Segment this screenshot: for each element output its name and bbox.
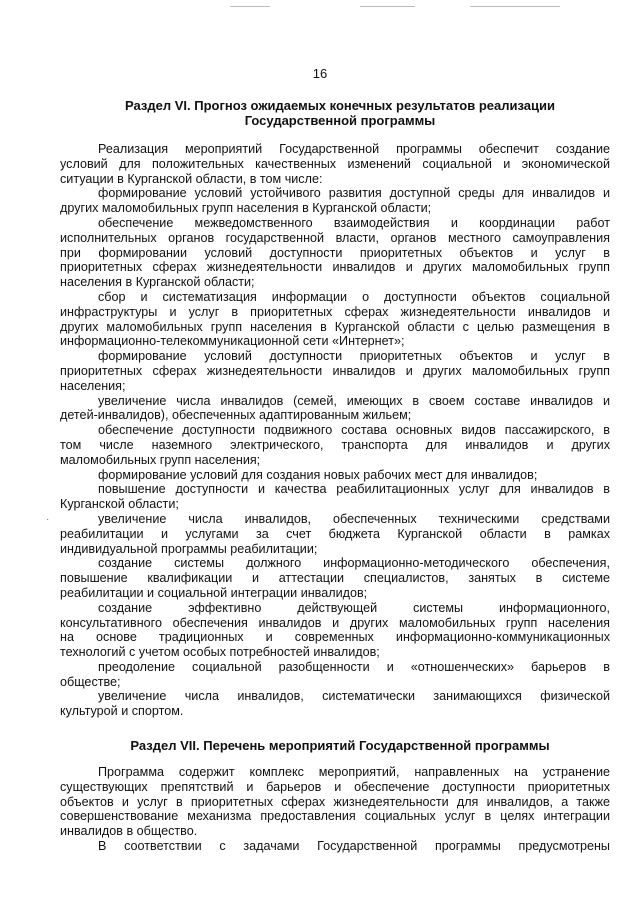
scan-artifact: [470, 6, 560, 7]
paragraph-line: при формировании условий доступности приоритетных объектов и услуг в: [60, 245, 610, 260]
paragraph-line: обеспечение доступности подвижного состава основных видов пассажирского, в: [98, 423, 610, 438]
paragraph-line: населения в Курганской области;: [60, 275, 255, 290]
paragraph-line: совершенствование механизма предоставления социальных услуг в целях интеграции: [60, 809, 610, 824]
section-7-heading: Раздел VII. Перечень мероприятий Государственной программы: [130, 738, 550, 753]
paragraph-line: исполнительных органов государственной власти, органов местного самоуправления: [60, 230, 610, 245]
paragraph-line: других маломобильных групп населения в Курганской области с целью размещения в: [60, 319, 610, 334]
paragraph-line: формирование условий доступности приоритетных объектов и услуг в: [98, 349, 610, 364]
paragraph-line: повышение доступности и качества реабилитационных услуг для инвалидов в: [98, 482, 610, 497]
paragraph: [60, 186, 610, 216]
margin-mark: ·: [46, 514, 50, 525]
paragraph-line: увеличение числа инвалидов, обеспеченных техническими средствами: [98, 511, 610, 526]
paragraph: [60, 556, 610, 600]
paragraph: [60, 394, 610, 424]
paragraph-line: информационно-телекоммуникационной сети «Интернет»;: [60, 334, 405, 349]
paragraph-line: культурой и спортом.: [60, 704, 184, 719]
section-6-heading-line2: Государственной программы: [244, 113, 436, 128]
scan-artifact: [360, 6, 415, 7]
paragraph: [60, 468, 610, 483]
paragraph-line: Реализация мероприятий Государственной программы обеспечит создание: [98, 142, 610, 156]
paragraph: [60, 423, 610, 467]
paragraph-line: инвалидов в общество.: [60, 824, 198, 839]
paragraph-line: населения;: [60, 378, 126, 393]
paragraph-line: маломобильных групп населения;: [60, 452, 261, 467]
section-7-body: [60, 765, 610, 854]
paragraph-line: сбор и систематизация информации о доступности объектов социальной: [98, 289, 610, 304]
paragraph: [60, 290, 610, 349]
paragraph-line: В соответствии с задачами Государственной программы предусмотрены: [98, 838, 610, 853]
paragraph: [60, 482, 610, 512]
paragraph-line: создание эффективно действующей системы информационного,: [98, 600, 610, 615]
paragraph: [60, 142, 610, 186]
paragraph-line: консультативного обеспечения инвалидов и других маломобильных групп населения: [60, 615, 610, 630]
paragraph-line: увеличение числа инвалидов, систематически занимающихся физической: [98, 689, 610, 704]
paragraph-line: обществе;: [60, 674, 121, 689]
paragraph-line: объектов и услуг в приоритетных сферах жизнедеятельности для инвалидов, а также: [60, 794, 610, 809]
paragraph: [60, 839, 610, 854]
paragraph-line: детей-инвалидов), обеспеченных адаптированным жильем;: [60, 408, 412, 423]
paragraph: [60, 765, 610, 839]
paragraph-line: на основе традиционных и современных информационно-коммуникационных: [60, 630, 610, 645]
paragraph-line: увеличение числа инвалидов (семей, имеющих в своем составе инвалидов и: [98, 393, 610, 408]
paragraph-line: реабилитации и услугами за счет бюджета Курганской области в рамках: [60, 526, 610, 541]
scan-artifact: [230, 6, 270, 7]
paragraph: [60, 512, 610, 556]
paragraph: [60, 349, 610, 393]
section-6-body: [60, 142, 610, 719]
paragraph: [60, 689, 610, 719]
paragraph-line: обеспечение межведомственного взаимодействия и координации работ: [98, 215, 610, 230]
paragraph-line: том числе наземного электрического, транспорта для инвалидов и других: [60, 437, 610, 452]
paragraph-line: преодоление социальной разобщенности и «отношенческих» барьеров в: [98, 659, 610, 674]
paragraph-line: Программа содержит комплекс мероприятий, направленных на устранение: [98, 765, 610, 779]
paragraph-line: инфраструктуры и услуг в приоритетных сферах жизнедеятельности инвалидов и: [60, 304, 610, 319]
paragraph-line: индивидуальной программы реабилитации;: [60, 541, 318, 556]
paragraph-line: формирование условий для создания новых рабочих мест для инвалидов;: [98, 467, 538, 482]
paragraph-line: Курганской области;: [60, 497, 179, 512]
paragraph: [60, 601, 610, 660]
paragraph-line: создание системы должного информационно-методического обеспечения,: [98, 556, 610, 571]
paragraph-line: повышение квалификации и аттестации специалистов, занятых в системе: [60, 571, 610, 586]
paragraph-line: технологий с учетом особых потребностей инвалидов;: [60, 645, 380, 660]
section-6-heading: [60, 98, 620, 128]
paragraph-line: приоритетных сферах жизнедеятельности инвалидов и других маломобильных групп: [60, 363, 610, 378]
section-6-heading-line1: Раздел VI. Прогноз ожидаемых конечных результатов реализации: [125, 98, 555, 113]
page-number: 16: [312, 66, 328, 81]
paragraph-line: реабилитации и социальной интеграции инвалидов;: [60, 585, 368, 600]
paragraph-line: существующих препятствий и барьеров и обеспечение доступности приоритетных: [60, 779, 610, 794]
paragraph-line: формирование условий устойчивого развития доступной среды для инвалидов и: [98, 186, 610, 201]
paragraph: [60, 216, 610, 290]
paragraph-line: приоритетных сферах жизнедеятельности инвалидов и других маломобильных групп: [60, 260, 610, 275]
paragraph-line: условий для положительных качественных изменений социальной и экономической: [60, 156, 610, 171]
paragraph-line: других маломобильных групп населения в Курганской области;: [60, 201, 432, 216]
paragraph-line: ситуации в Курганской области, в том числе:: [60, 171, 323, 186]
paragraph: [60, 660, 610, 690]
